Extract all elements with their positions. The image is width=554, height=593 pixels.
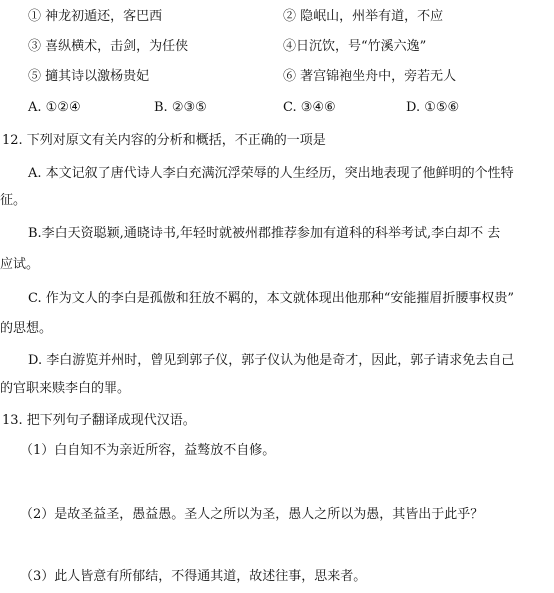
option-5: ⑤ 擿其诗以激杨贵妃 [28, 69, 150, 84]
q12-option-b-line2: 应试。 [0, 257, 40, 272]
q11-choice-b: B. ②③⑤ [154, 100, 207, 115]
q13-sentence-1: （1）白自知不为亲近所容，益骜放不自修。 [20, 443, 276, 458]
q12-option-a-line1: A. 本文记叙了唐代诗人李白充满沉浮荣辱的人生经历，突出地表现了他鲜明的个性特 [28, 166, 514, 181]
q11-choice-c: C. ③④⑥ [283, 100, 336, 115]
q12-option-c-line2: 的思想。 [0, 321, 53, 336]
q12-option-d-line2: 的官职来赎李白的罪。 [0, 381, 131, 396]
q13-stem: 13. 把下列句子翻译成现代汉语。 [2, 413, 196, 428]
q12-option-b-line1: B.李白天资聪颖,通晓诗书,年轻时就被州郡推荐参加有道科的科举考试,李白却不 去 [28, 226, 501, 241]
option-2: ② 隐岷山，州举有道，不应 [283, 9, 444, 24]
q12-stem: 12. 下列对原文有关内容的分析和概括，不正确的一项是 [2, 133, 326, 148]
option-1: ① 神龙初遁还，客巴西 [28, 9, 163, 24]
q11-choice-d: D. ①⑤⑥ [406, 100, 460, 115]
q12-option-c-line1: C. 作为文人的李白是孤傲和狂放不羁的，本文就体现出他那种“安能摧眉折腰事权贵” [28, 291, 515, 306]
option-3: ③ 喜纵横术，击剑，为任侠 [28, 39, 189, 54]
q12-option-d-line1: D. 李白游览并州时，曾见到郭子仪，郭子仪认为他是奇才，因此，郭子请求免去自己 [28, 353, 515, 368]
q11-choice-a: A. ①②④ [28, 100, 81, 115]
q12-option-a-line2: 征。 [0, 193, 27, 208]
option-4: ④日沉饮，号“竹溪六逸” [283, 39, 427, 54]
q13-sentence-3: （3）此人皆意有所郁结，不得通其道，故述往事，思来者。 [20, 569, 367, 584]
q13-sentence-2: （2）是故圣益圣，愚益愚。圣人之所以为圣，愚人之所以为愚，其皆出于此乎？ [20, 507, 484, 522]
option-6: ⑥ 著宫锦袍坐舟中，旁若无人 [283, 69, 457, 84]
